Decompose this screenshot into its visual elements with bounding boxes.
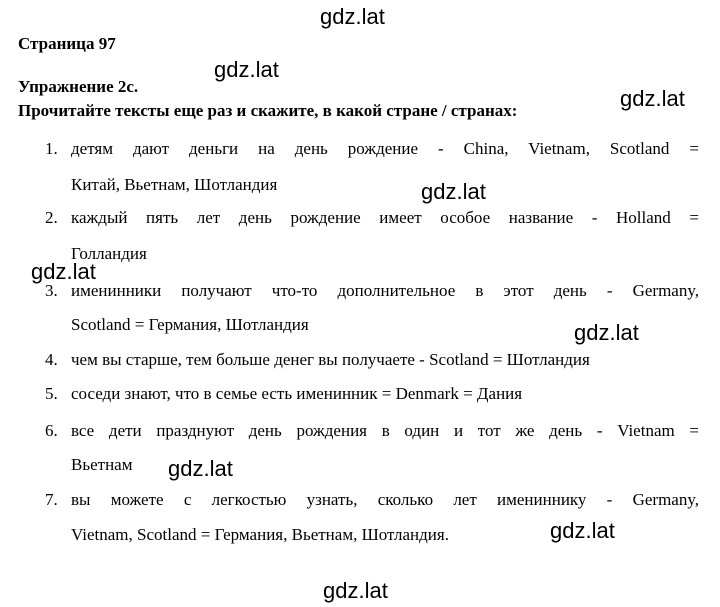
list-item-text: каждый пять лет день рождение имеет особое название - Holland = [71,208,699,227]
list-item-text: чем вы старше, тем больше денег вы получаете - Scotland = Шотландия [71,350,590,369]
list-item-text: вы можете с легкостью узнать, сколько лет имениннику - Germany, [71,490,699,509]
instruction-text: Прочитайте тексты еще раз и скажите, в какой стране / странах: [18,101,518,120]
watermark-text: gdz.lat [320,4,385,29]
list-item-number: 2. [45,208,58,227]
watermark-text: gdz.lat [550,518,615,543]
list-item-text-continued: Голландия [71,244,147,263]
watermark-text: gdz.lat [620,86,685,111]
list-item-text: все дети празднуют день рождения в один и тот же день - Vietnam = [71,421,699,440]
watermark-text: gdz.lat [323,578,388,603]
list-item-text: именинники получают что-то дополнительное в этот день - Germany, [71,281,699,300]
watermark-text: gdz.lat [574,320,639,345]
list-item-number: 3. [45,281,58,300]
list-item-number: 1. [45,139,58,158]
list-item-text-continued: Scotland = Германия, Шотландия [71,315,309,334]
list-item-number: 6. [45,421,58,440]
watermark-text: gdz.lat [421,179,486,204]
watermark-text: gdz.lat [168,456,233,481]
exercise-title: Упражнение 2с. [18,77,139,96]
list-item-text: детям дают деньги на день рождение - China, Vietnam, Scotland = [71,139,699,158]
watermark-text: gdz.lat [214,57,279,82]
list-item-number: 4. [45,350,58,369]
list-item-text-continued: Китай, Вьетнам, Шотландия [71,175,278,194]
watermark-text: gdz.lat [31,259,96,284]
page-title: Страница 97 [18,34,116,53]
list-item-number: 5. [45,384,58,403]
list-item-text: соседи знают, что в семье есть именинник = Denmark = Дания [71,384,523,403]
list-item-number: 7. [45,490,58,509]
list-item-text-continued: Vietnam, Scotland = Германия, Вьетнам, Шотландия. [71,525,449,544]
list-item-text-continued: Вьетнам [71,455,133,474]
